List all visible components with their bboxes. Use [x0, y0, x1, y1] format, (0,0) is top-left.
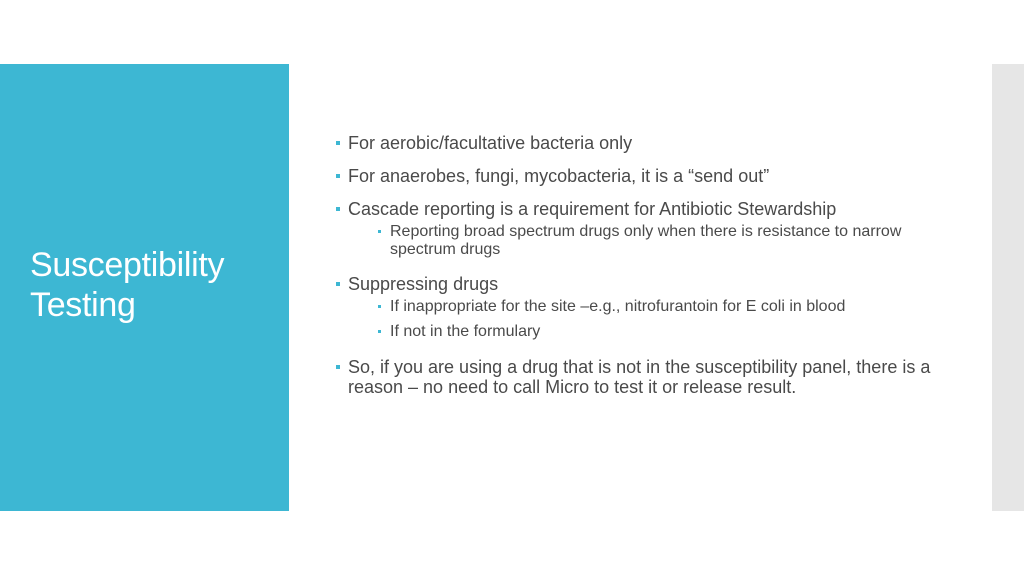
sub-bullet-icon — [378, 330, 381, 333]
bullet-text: So, if you are using a drug that is not in the susceptibility panel, there is a reason – no need to call Micro to test it or release result. — [348, 357, 931, 397]
slide-title: Susceptibility Testing — [30, 246, 225, 324]
bullet-item — [330, 357, 970, 397]
bullet-item — [330, 274, 970, 294]
sub-bullet-icon — [378, 230, 381, 233]
bullet-icon — [336, 174, 340, 178]
sub-bullet-text: Reporting broad spectrum drugs only when there is resistance to narrow spectrum drugs — [390, 223, 902, 258]
sub-bullet-text: If not in the formulary — [390, 323, 541, 340]
bullet-icon — [336, 207, 340, 211]
bullet-item — [330, 133, 970, 153]
sub-bullet-text: If inappropriate for the site –e.g., nitrofurantoin for E coli in blood — [390, 298, 846, 315]
bullet-item — [330, 166, 970, 186]
bullet-icon — [336, 141, 340, 145]
bullet-text: Suppressing drugs — [348, 274, 499, 294]
bullet-text: For anaerobes, fungi, mycobacteria, it is a “send out” — [348, 166, 770, 186]
sub-bullet-icon — [378, 305, 381, 308]
bullet-text: Cascade reporting is a requirement for Antibiotic Stewardship — [348, 199, 837, 219]
bullet-item — [330, 199, 970, 219]
bullet-list — [330, 133, 970, 397]
sub-bullet-item — [330, 323, 970, 341]
bullet-text: For aerobic/facultative bacteria only — [348, 133, 633, 153]
sub-bullet-item — [330, 298, 970, 316]
bullet-icon — [336, 365, 340, 369]
bullet-icon — [336, 282, 340, 286]
sub-bullet-item — [330, 223, 970, 259]
side-strip — [992, 64, 1024, 511]
